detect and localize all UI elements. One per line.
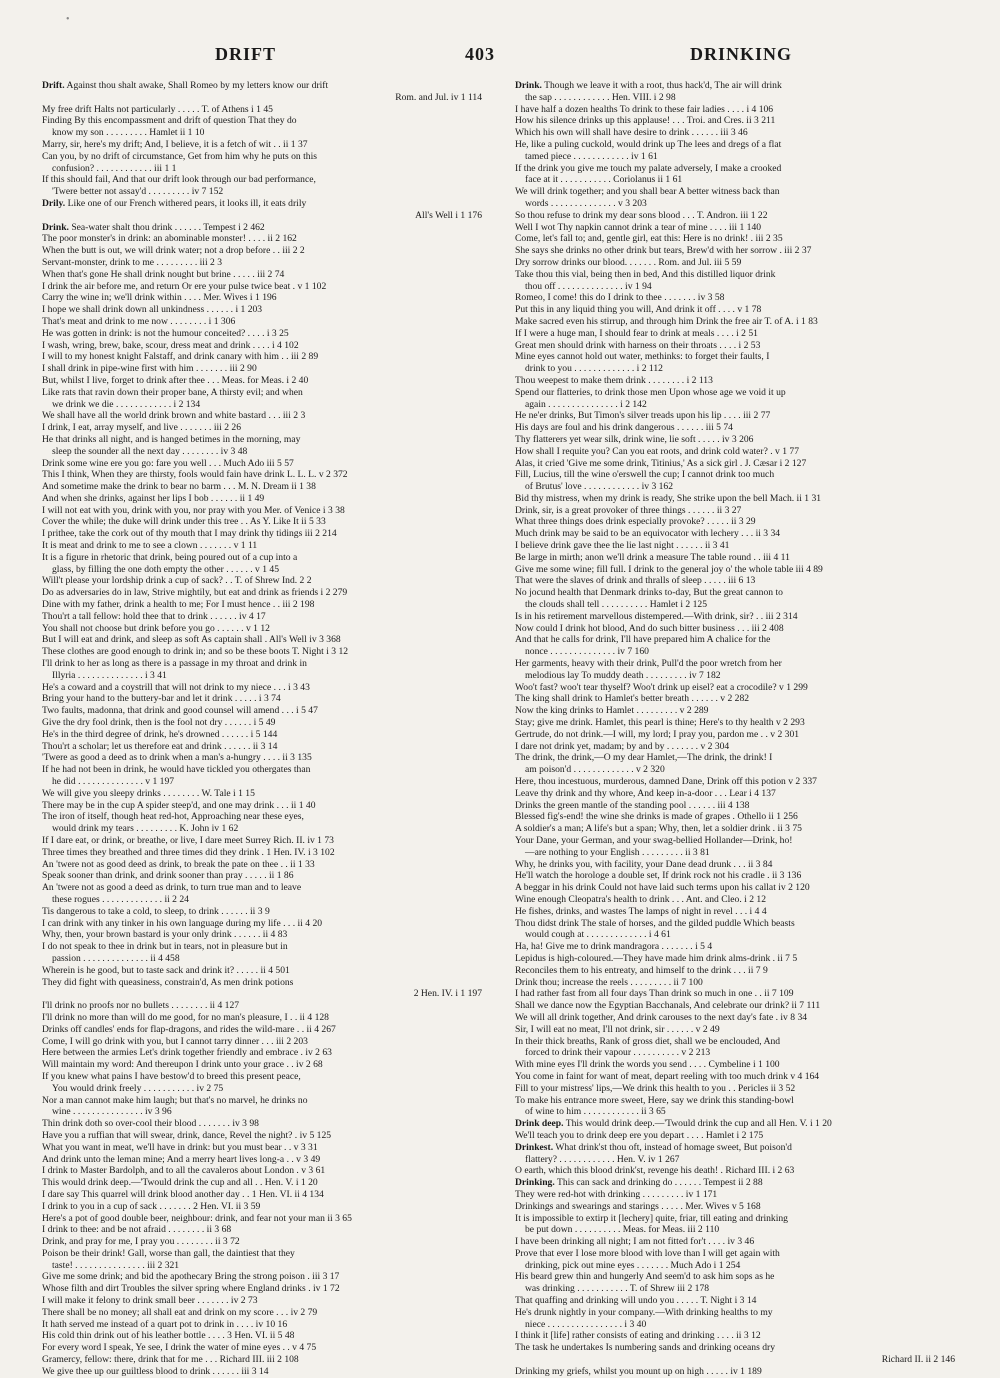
running-head-right: DRINKING — [690, 44, 793, 64]
entry-line: Here between the armies Let's drink together friendly and embrace . iv 2 63 — [42, 1047, 332, 1059]
entry-line: Bring your hand to the buttery-bar and let it drink . . . . . i 3 74 — [42, 693, 281, 705]
entry-line: I will to my honest knight Falstaff, and drink canary with him . . iii 2 89 — [42, 351, 319, 363]
entry-line: How shall I requite you? Can you eat roots, and drink cold water? . v 1 77 — [515, 445, 800, 457]
entry-line: Poison be their drink! Gall, worse than gall, the daintiest that they — [42, 1247, 295, 1259]
entry-line: My free drift Halts not particularly . . . . . T. of Athens i 1 45 — [42, 103, 273, 115]
entry-line: Fill to your mistress' lips,—We drink this health to you . . Pericles ii 3 52 — [515, 1082, 796, 1094]
entry-line: Why, he drinks you, with facility, your Dane dead drunk . . . ii 3 84 — [515, 858, 773, 870]
entry-line: Can you, by no drift of circumstance, Get from him why he puts on this — [42, 150, 317, 162]
entry-line: Give me some wine; fill full. I drink to the general joy o' the whole table iii 4 89 — [515, 563, 823, 575]
entry-line: 2 Hen. IV. i 1 197 — [413, 988, 482, 1000]
entry-line: Drinks the green mantle of the standing pool . . . . . . iii 4 138 — [515, 799, 750, 811]
headword: Drinking. — [515, 1177, 555, 1189]
entry-line: Three times they breathed and three times did they drink . 1 Hen. IV. i 3 102 — [42, 846, 335, 858]
entry-line: A soldier's a man; A life's but a span; Why, then, let a soldier drink . ii 3 75 — [515, 823, 802, 835]
entry-line: There may be in the cup A spider steep'd, and one may drink . . . ii 1 40 — [42, 799, 316, 811]
entry-line: Do as adversaries do in law, Strive mightily, but eat and drink as friends i 2 279 — [42, 587, 348, 599]
entry-line: Drily. Like one of our French withered pears, it looks ill, it eats drily — [42, 197, 307, 209]
entry-line: Is in his retirement marvellous distempered.—With drink, sir? . . iii 2 314 — [515, 610, 798, 622]
entry-line: drink to you . . . . . . . . . . . . . i 2 112 — [525, 363, 663, 375]
entry-line: For every word I speak, Ye see, I drink the water of mine eyes . . v 4 75 — [42, 1342, 317, 1354]
entry-line: When that's gone He shall drink nought but brine . . . . . iii 2 74 — [42, 268, 285, 280]
entry-line: Dine with my father, drink a health to me; For I must hence . . iii 2 198 — [42, 599, 315, 611]
entry-line: Will't please your lordship drink a cup of sack? . . T. of Shrew Ind. 2 2 — [42, 575, 312, 587]
entry-line: I drink, I eat, array myself, and live . . . . . . . iii 2 26 — [42, 422, 242, 434]
headword: Drily. — [42, 197, 66, 209]
entry-line: Drink some wine ere you go: fare you well . . . Much Ado iii 5 57 — [42, 457, 294, 469]
entry-line: We will drink together; and you shall bear A better witness back than — [515, 186, 780, 198]
entry-line: Great men should drink with harness on their throats . . . . i 2 53 — [515, 339, 761, 351]
entry-line: We shall have all the world drink brown and white bastard . . . iii 2 3 — [42, 410, 306, 422]
entry-line: And sometime make the drink to bear no barm . . . M. N. Dream ii 1 38 — [42, 481, 316, 493]
entry-line: Take thou this vial, being then in bed, And this distilled liquor drink — [515, 268, 776, 280]
entry-line: Reconciles them to his entreaty, and himself to the drink . . . ii 7 9 — [515, 964, 768, 976]
entry-line: Gramercy, fellow: there, drink that for me . . . Richard III. iii 2 108 — [42, 1354, 299, 1366]
entry-line: taste! . . . . . . . . . . . . . . . iii 2 321 — [52, 1259, 180, 1271]
entry-line: Much drink may be said to be an equivocator with lechery . . . ii 3 34 — [515, 528, 781, 540]
entry-line: Thou didst drink The stale of horses, and the gilded puddle Which beasts — [515, 917, 795, 929]
entry-line: You shall not choose but drink before you go . . . . . . v 1 12 — [42, 622, 270, 634]
entry-line: Now could I drink hot blood, And do such bitter business . . . iii 2 408 — [515, 622, 784, 634]
entry-line: forced to drink their vapour . . . . . . . . . . v 2 213 — [525, 1047, 711, 1059]
entry-line: And when she drinks, against her lips I bob . . . . . . ii 1 49 — [42, 492, 265, 504]
entry-line: I believe drink gave thee the lie last night . . . . . . ii 3 41 — [515, 540, 730, 552]
entry-line: Like rats that ravin down their proper bane, A thirsty evil; and when — [42, 386, 303, 398]
entry-line: —are nothing to your English . . . . . . . . . ii 3 81 — [525, 846, 710, 858]
entry-line: these rogues . . . . . . . . . . . . . ii 2 24 — [52, 893, 189, 905]
entry-line: Why, then, your brown bastard is your only drink . . . . . . ii 4 83 — [42, 929, 288, 941]
entry-line: It is impossible to extirp it [lechery] quite, friar, till eating and drinking — [515, 1212, 788, 1224]
entry-line: passion . . . . . . . . . . . . . . ii 4 458 — [52, 952, 180, 964]
entry-line: Wherein is he good, but to taste sack and drink it? . . . . . ii 4 501 — [42, 964, 290, 976]
entry-line: We'll teach you to drink deep ere you depart . . . . Hamlet i 2 175 — [515, 1129, 764, 1141]
entry-line: She says she drinks no other drink but tears, Brew'd with her sorrow . iii 2 37 — [515, 245, 812, 257]
entry-line: I dare say This quarrel will drink blood another day . . 1 Hen. VI. ii 4 134 — [42, 1188, 324, 1200]
entry-line: No jocund health that Denmark drinks to-day, But the great cannon to — [515, 587, 783, 599]
entry-line: His beard grew thin and hungerly And seem'd to ask him sops as he — [515, 1271, 775, 1283]
entry-line: Tis dangerous to take a cold, to sleep, to drink . . . . . . ii 3 9 — [42, 905, 270, 917]
entry-line: What you want in meat, we'll have in drink: but you must bear . . v 3 31 — [42, 1141, 318, 1153]
entry-line: Illyria . . . . . . . . . . . . . . i 3 41 — [52, 669, 167, 681]
entry-line: That's meat and drink to me now . . . . . . . . i 1 306 — [42, 315, 236, 327]
entry-line: It is a figure in rhetoric that drink, being poured out of a cup into a — [42, 551, 298, 563]
entry-line: He, like a puling cuckold, would drink up The lees and dregs of a flat — [515, 138, 782, 150]
entry-line: Here's a pot of good double beer, neighbour: drink, and fear not your man ii 3 65 — [42, 1212, 352, 1224]
entry-line: Thin drink doth so over-cool their blood . . . . . . . iv 3 98 — [42, 1118, 259, 1130]
entry-line: If you knew what pains I have bestow'd to breed this present peace, — [42, 1070, 301, 1082]
entry-line: That quaffing and drinking will undo you . . . . . T. Night i 3 14 — [515, 1295, 757, 1307]
entry-line: With mine eyes I'll drink the words you send . . . . Cymbeline i 1 100 — [515, 1059, 780, 1071]
entry-line: Thy flatterers yet wear silk, drink wine, lie soft . . . . . iv 3 206 — [515, 433, 754, 445]
entry-line: Sir, I will eat no meat, I'll not drink, sir . . . . . . v 2 49 — [515, 1023, 720, 1035]
entry-line: words . . . . . . . . . . . . . . v 3 203 — [525, 197, 647, 209]
entry-line: Make sacred even his stirrup, and through him Drink the free air T. of A. i 1 83 — [515, 315, 818, 327]
headword: Drink. — [42, 221, 69, 233]
entry-line: drinking, pick out mine eyes . . . . . . . Much Ado i 1 254 — [525, 1259, 741, 1271]
entry-line: But I will eat and drink, and sleep as soft As captain shall . All's Well iv 3 368 — [42, 634, 341, 646]
entry-line: This would drink deep.—'Twould drink the cup and all . . Hen. V. i 1 20 — [42, 1177, 318, 1189]
entry-line: I shall drink in pipe-wine first with him . . . . . . . iii 2 90 — [42, 363, 257, 375]
entry-line: of Brutus' love . . . . . . . . . . . . iv 3 162 — [525, 481, 674, 493]
entry-line: Put this in any liquid thing you will, And drink it off . . . . v 1 78 — [515, 304, 762, 316]
entry-line: Stay; give me drink. Hamlet, this pearl is thine; Here's to thy health v 2 293 — [515, 717, 805, 729]
entry-line: I drink the air before me, and return Or ere your pulse twice beat . v 1 102 — [42, 280, 327, 292]
entry-line: They were red-hot with drinking . . . . . . . . . iv 1 171 — [515, 1188, 718, 1200]
entry-line: Well I wot Thy napkin cannot drink a tear of mine . . . . iii 1 140 — [515, 221, 762, 233]
entry-line: They did fight with queasiness, constrain'd, As men drink potions — [42, 976, 294, 988]
entry-line: A beggar in his drink Could not have laid such terms upon his callat iv 2 120 — [515, 882, 810, 894]
entry-line: glass, by filling the one doth empty the other . . . . . . v 1 45 — [52, 563, 280, 575]
entry-line: If he had not been in drink, he would have tickled you othergates than — [42, 764, 311, 776]
entry-line: Romeo, I come! this do I drink to thee . . . . . . . iv 3 58 — [515, 292, 725, 304]
page-number: 403 — [465, 44, 495, 64]
entry-line: Cover the while; the duke will drink under this tree . . As Y. Like It ii 5 33 — [42, 516, 326, 528]
entry-line: An 'twere not as good deed as drink, to break the pate on thee . . ii 1 33 — [42, 858, 315, 870]
entry-line: I drink to thee: and be not afraid . . . . . . . . ii 3 68 — [42, 1224, 232, 1236]
entry-line: was drinking . . . . . . . . . . . T. of Shrew iii 2 178 — [525, 1283, 710, 1295]
entry-line: I'll drink no proofs nor no bullets . . . . . . . . ii 4 127 — [42, 1000, 240, 1012]
entry-line: He that drinks all night, and is hanged betimes in the morning, may — [42, 433, 301, 445]
entry-line: Here, thou incestuous, murderous, damned Dane, Drink off this potion v 2 337 — [515, 776, 817, 788]
entry-line: There shall be no money; all shall eat and drink on my score . . . iv 2 79 — [42, 1306, 318, 1318]
left-column — [42, 80, 482, 1377]
entry-line: face at it . . . . . . . . . . . Coriolanus ii 1 61 — [525, 174, 683, 186]
entry-line: wine . . . . . . . . . . . . . . . iv 3 96 — [52, 1106, 172, 1118]
entry-line: He'll watch the horologe a double set, If drink rock not his cradle . ii 3 136 — [515, 870, 802, 882]
entry-line: 'Twere better not assay'd . . . . . . . . . iv 7 152 — [52, 186, 224, 198]
entry-line: Fill, Lucius, till the wine o'erswell the cup; I cannot drink too much — [515, 469, 775, 481]
entry-line: Will maintain my word: And thereupon I drink unto your grace . . iv 2 68 — [42, 1059, 323, 1071]
entry-line: I hope we shall drink down all unkindness . . . . . . i 1 203 — [42, 304, 263, 316]
entry-line: Drink, and pray for me, I pray you . . . . . . . . ii 3 72 — [42, 1236, 240, 1248]
entry-line: I have been drinking all night; I am not fitted for't . . . . iv 3 46 — [515, 1236, 755, 1248]
headword: Drinkest. — [515, 1141, 554, 1153]
entry-line: Drift. Against thou shalt awake, Shall Romeo by my letters know our drift — [42, 80, 329, 91]
entry-line: Richard II. ii 2 146 — [881, 1354, 955, 1366]
entry-line: I have half a dozen healths To drink to these fair ladies . . . . i 4 106 — [515, 103, 774, 115]
entry-line: the clouds shall tell . . . . . . . . . . Hamlet i 2 125 — [525, 599, 707, 611]
entry-line: The king shall drink to Hamlet's better breath . . . . . . v 2 282 — [515, 693, 750, 705]
entry-line: Drinks off candles' ends for flap-dragons, and rides the wild-mare . . ii 4 267 — [42, 1023, 336, 1035]
entry-line: Woo't fast? woo't tear thyself? Woo't drink up eisel? eat a crocodile? v 1 299 — [515, 681, 808, 693]
entry-line: When the butt is out, we will drink water; not a drop before . . iii 2 2 — [42, 245, 305, 257]
entry-line: I dare not drink yet, madam; by and by . . . . . . . v 2 304 — [515, 740, 730, 752]
entry-line: He fishes, drinks, and wastes The lamps of night in revel . . . i 4 4 — [515, 905, 767, 917]
entry-line: He was gotten in drink: is not the humour conceited? . . . . i 3 25 — [42, 327, 289, 339]
entry-line: Lepidus is high-coloured.—They have made him drink alms-drink . ii 7 5 — [515, 952, 798, 964]
entry-line: What three things does drink especially provoke? . . . . . ii 3 29 — [515, 516, 756, 528]
entry-line: 'Twere as good a deed as to drink when a man's a-hungry . . . . ii 3 135 — [42, 752, 312, 764]
entry-line: Drink. Sea-water shalt thou drink . . . . . . Tempest i 2 462 — [42, 221, 265, 233]
entry-line: I can drink with any tinker in his own language during my life . . . ii 4 20 — [42, 917, 323, 929]
entry-line: Rom. and Jul. iv 1 114 — [395, 91, 482, 103]
entry-line: All's Well i 1 176 — [415, 209, 482, 221]
entry-line: Wine enough Cleopatra's health to drink . . . Ant. and Cleo. i 2 12 — [515, 893, 767, 905]
entry-line: Drink. Though we leave it with a root, thus hack'd, The air will drink — [515, 80, 782, 91]
entry-line: His days are foul and his drink dangerous . . . . . . iii 5 74 — [515, 422, 733, 434]
entry-line: Speak sooner than drink, and drink sooner than pray . . . . . ii 1 86 — [42, 870, 294, 882]
entry-line: To make his entrance more sweet, Here, say we drink this standing-bowl — [515, 1094, 794, 1106]
entry-line: You come in faint for want of meat, depart reeling with too much drink v 4 164 — [515, 1070, 820, 1082]
entry-line: Blessed fig's-end! the wine she drinks is made of grapes . Othello ii 1 256 — [515, 811, 798, 823]
entry-line: Which his own will shall have desire to drink . . . . . . iii 3 46 — [515, 127, 748, 139]
entry-line: I wash, wring, brew, bake, scour, dress meat and drink . . . . i 4 102 — [42, 339, 299, 351]
entry-line: Drink thou; increase the reels . . . . . . . . . ii 7 100 — [515, 976, 703, 988]
entry-line: he did . . . . . . . . . . . . . . v 1 197 — [52, 776, 175, 788]
entry-line: We will all drink together, And drink carouses to the next day's fate . iv 8 34 — [515, 1011, 808, 1023]
entry-line: It is meat and drink to me to see a clown . . . . . . . v 1 11 — [42, 540, 258, 552]
entry-line: know my son . . . . . . . . . Hamlet ii 1 10 — [52, 127, 205, 139]
entry-line: These clothes are good enough to drink in; and so be these boots T. Night i 3 12 — [42, 646, 349, 658]
entry-line: confusion? . . . . . . . . . . . . iii 1 1 — [52, 162, 177, 174]
entry-line: He's drunk nightly in your company.—With drinking healths to my — [515, 1306, 773, 1318]
headword: Drink. — [515, 80, 542, 91]
entry-line: That were the slaves of drink and thralls of sleep . . . . . iii 6 13 — [515, 575, 756, 587]
entry-line: thou off . . . . . . . . . . . . . . iv 1 94 — [525, 280, 652, 292]
entry-line: And drink unto the leman mine; And a merry heart lives long-a . . v 3 49 — [42, 1153, 321, 1165]
entry-line: niece . . . . . . . . . . . . . . . . i 3 40 — [525, 1318, 647, 1330]
entry-line: O earth, which this blood drink'st, revenge his death! . Richard III. i 2 63 — [515, 1165, 795, 1177]
entry-line: I drink to you in a cup of sack . . . . . . . 2 Hen. VI. ii 3 59 — [42, 1200, 261, 1212]
entry-line: I will not eat with you, drink with you, nor pray with you Mer. of Venice i 3 38 — [42, 504, 345, 516]
entry-line: again . . . . . . . . . . . . . . . i 2 142 — [525, 398, 647, 410]
entry-line: We give thee up our guiltless blood to drink . . . . . . iii 3 14 — [42, 1365, 269, 1377]
entry-line: He's in the third degree of drink, he's drowned . . . . . . i 5 144 — [42, 728, 278, 740]
entry-line: Prove that ever I lose more blood with love than I will get again with — [515, 1247, 780, 1259]
entry-line: Leave thy drink and thy whore, And keep in-a-door . . . Lear i 4 137 — [515, 787, 776, 799]
entry-line: Come, let's fall to; and, gentle girl, eat this: Here is no drink! . iii 2 35 — [515, 233, 783, 245]
entry-line: Thou'rt a scholar; let us therefore eat and drink . . . . . . ii 3 14 — [42, 740, 278, 752]
entry-line: His cold thin drink out of his leather bottle . . . . 3 Hen. VI. ii 5 48 — [42, 1330, 295, 1342]
entry-line: He ne'er drinks, But Timon's silver treads upon his lip . . . . iii 2 77 — [515, 410, 771, 422]
entry-line: we drink we die . . . . . . . . . . . . i 2 134 — [52, 398, 201, 410]
entry-line: would cough at . . . . . . . . . . . . . i 4 61 — [525, 929, 671, 941]
entry-line: Give me some drink; and bid the apothecary Bring the strong poison . iii 3 17 — [42, 1271, 340, 1283]
running-head-left: DRIFT — [215, 44, 277, 64]
entry-line: I do not speak to thee in drink but in tears, not in pleasure but in — [42, 941, 288, 953]
entry-line: Drinking my griefs, whilst you mount up on high . . . . . iv 1 189 — [515, 1365, 762, 1377]
entry-line: The poor monster's in drink: an abominable monster! . . . . ii 2 162 — [42, 233, 297, 245]
entry-line: Marry, sir, here's my drift; And, I believe, it is a fetch of wit . . ii 1 37 — [42, 138, 308, 150]
entry-line: If I dare eat, or drink, or breathe, or live, I dare meet Surrey Rich. II. iv 1 73 — [42, 835, 334, 846]
entry-line: Now the king drinks to Hamlet . . . . . . . . . v 2 289 — [515, 705, 709, 717]
entry-line: Alas, it cried 'Give me some drink, Titinius,' As a sick girl . J. Cæsar i 2 127 — [515, 457, 807, 469]
entry-line: Give the dry fool drink, then is the fool not dry . . . . . . i 5 49 — [42, 717, 276, 729]
entry-line: If the drink you give me touch my palate adversely, I make a crooked — [515, 162, 782, 174]
margin-mark: • — [66, 14, 70, 25]
entry-line: Nor a man cannot make him laugh; but that's no marvel, he drinks no — [42, 1094, 308, 1106]
entry-line: I had rather fast from all four days Than drink so much in one . . ii 7 109 — [515, 988, 794, 1000]
entry-line: nonce . . . . . . . . . . . . . . iv 7 160 — [525, 646, 649, 658]
entry-line: tamed piece . . . . . . . . . . . . iv 1 61 — [525, 150, 658, 162]
entry-line: If this should fail, And that our drift look through our bad performance, — [42, 174, 316, 186]
entry-line: This I think, When they are thirsty, fools would fain have drink L. L. L. v 2 372 — [42, 469, 348, 481]
entry-line: Shall we dance now the Egyptian Bacchanals, And celebrate our drink? ii 7 111 — [515, 1000, 821, 1012]
entry-line: Thou'rt a tall fellow: hold thee that to drink . . . . . . iv 4 17 — [42, 610, 266, 622]
entry-line: Be large in mirth; anon we'll drink a measure The table round . . iii 4 11 — [515, 551, 790, 563]
entry-line: Drinkest. What drink'st thou oft, instead of homage sweet, But poison'd — [515, 1141, 792, 1153]
entry-line: Ha, ha! Give me to drink mandragora . . . . . . . i 5 4 — [515, 941, 713, 953]
entry-line: An 'twere not as good a deed as drink, to turn true man and to leave — [42, 882, 302, 894]
entry-line: flattery? . . . . . . . . . . . . Hen. V. iv 1 267 — [525, 1153, 680, 1165]
entry-line: Spend our flatteries, to drink those men Upon whose age we void it up — [515, 386, 786, 398]
entry-line: Your Dane, your German, and your swag-bellied Hollander—Drink, ho! — [515, 835, 793, 846]
entry-line: I'll drink to her as long as there is a passage in my throat and drink in — [42, 658, 307, 670]
entry-line: the sap . . . . . . . . . . . . Hen. VIII. i 2 98 — [525, 91, 676, 103]
entry-line: would drink my tears . . . . . . . . . K. John iv 1 62 — [52, 823, 239, 835]
entry-line: I prithee, take the cork out of thy mouth that I may drink thy tidings iii 2 214 — [42, 528, 337, 540]
entry-line: of wine to him . . . . . . . . . . . . ii 3 65 — [525, 1106, 666, 1118]
entry-line: Carry the wine in; we'll drink within . . . . Mer. Wives i 1 196 — [42, 292, 277, 304]
entry-line: The drink, the drink,—O my dear Hamlet,—The drink, the drink! I — [515, 752, 773, 764]
entry-line: The iron of itself, though heat red-hot, Approaching near these eyes, — [42, 811, 304, 823]
entry-line: Gertrude, do not drink.—I will, my lord; I pray you, pardon me . . v 2 301 — [515, 728, 800, 740]
entry-line: Come, I will go drink with you, but I cannot tarry dinner . . . iii 2 203 — [42, 1035, 308, 1047]
entry-line: be put down . . . . . . . . . . Meas. for Meas. iii 2 110 — [525, 1224, 720, 1236]
entry-line: Thou weepest to make them drink . . . . . . . . i 2 113 — [515, 374, 713, 386]
entry-line: melodious lay To muddy death . . . . . . . . . iv 7 182 — [525, 669, 721, 681]
entry-line: In their thick breaths, Rank of gross diet, shall we be enclouded, And — [515, 1035, 781, 1047]
entry-line: How his silence drinks up this applause! . . . Troi. and Cres. ii 3 211 — [515, 115, 776, 127]
entry-line: You would drink freely . . . . . . . . . . . iv 2 75 — [52, 1082, 224, 1094]
entry-line: It hath served me instead of a quart pot to drink in . . . . iv 10 16 — [42, 1318, 288, 1330]
right-column — [515, 80, 955, 1377]
entry-line: Servant-monster, drink to me . . . . . . . . . iii 2 3 — [42, 256, 223, 268]
entry-line: Two faults, madonna, that drink and good counsel will amend . . . i 5 47 — [42, 705, 318, 717]
entry-line: Whose filth and dirt Troubles the silver spring where England drinks . iv 1 72 — [42, 1283, 340, 1295]
entry-line: Drinking. This can sack and drinking do . . . . . . Tempest ii 2 88 — [515, 1177, 763, 1189]
entry-line: am poison'd . . . . . . . . . . . . . v 2 320 — [525, 764, 665, 776]
headword: Drink deep. — [515, 1118, 564, 1130]
entry-line: The task he undertakes Is numbering sands and drinking oceans dry — [515, 1342, 776, 1354]
entry-line: He's a coward and a coystrill that will not drink to my niece . . . i 3 43 — [42, 681, 310, 693]
entry-line: I'll drink no more than will do me good, for no man's pleasure, I . . ii 4 128 — [42, 1011, 329, 1023]
entry-line: I will make it felony to drink small beer . . . . . . . iv 2 73 — [42, 1295, 258, 1307]
entry-line: But, whilst I live, forget to drink after thee . . . Meas. for Meas. i 2 40 — [42, 374, 309, 386]
entry-line: Finding By this encompassment and drift of question That they do — [42, 115, 297, 127]
entry-line: Dry sorrow drinks our blood. . . . . . . Rom. and Jul. iii 5 59 — [515, 256, 742, 268]
entry-line: Drink deep. This would drink deep.—'Twould drink the cup and all Hen. V. i 1 20 — [515, 1118, 832, 1130]
entry-line: I think it [life] rather consists of eating and drinking . . . . ii 3 12 — [515, 1330, 761, 1342]
entry-line: And that he calls for drink, I'll have prepared him A chalice for the — [515, 634, 771, 646]
entry-line: sleep the sounder all the next day . . . . . . . . iv 3 48 — [52, 445, 248, 457]
entry-line: Drink, sir, is a great provoker of three things . . . . . . ii 3 27 — [515, 504, 742, 516]
entry-line: Have you a ruffian that will swear, drink, dance, Revel the night? . iv 5 125 — [42, 1129, 332, 1141]
entry-line: We will give you sleepy drinks . . . . . . . . W. Tale i 1 15 — [42, 787, 255, 799]
headword: Drift. — [42, 80, 65, 91]
entry-line: Bid thy mistress, when my drink is ready, She strike upon the bell Mach. ii 1 31 — [515, 492, 822, 504]
entry-line: Mine eyes cannot hold out water, methinks: to forget their faults, I — [515, 351, 770, 363]
entry-line: Her garments, heavy with their drink, Pull'd the poor wretch from her — [515, 658, 782, 670]
entry-line: Drinkings and swearings and starings . . . . . Mer. Wives v 5 168 — [515, 1200, 761, 1212]
entry-line: If I were a huge man, I should fear to drink at meals . . . . i 2 51 — [515, 327, 758, 339]
entry-line: I drink to Master Bardolph, and to all the cavaleros about London . v 3 61 — [42, 1165, 326, 1177]
entry-line: So thou refuse to drink my dear sons blood . . . T. Andron. iii 1 22 — [515, 209, 768, 221]
